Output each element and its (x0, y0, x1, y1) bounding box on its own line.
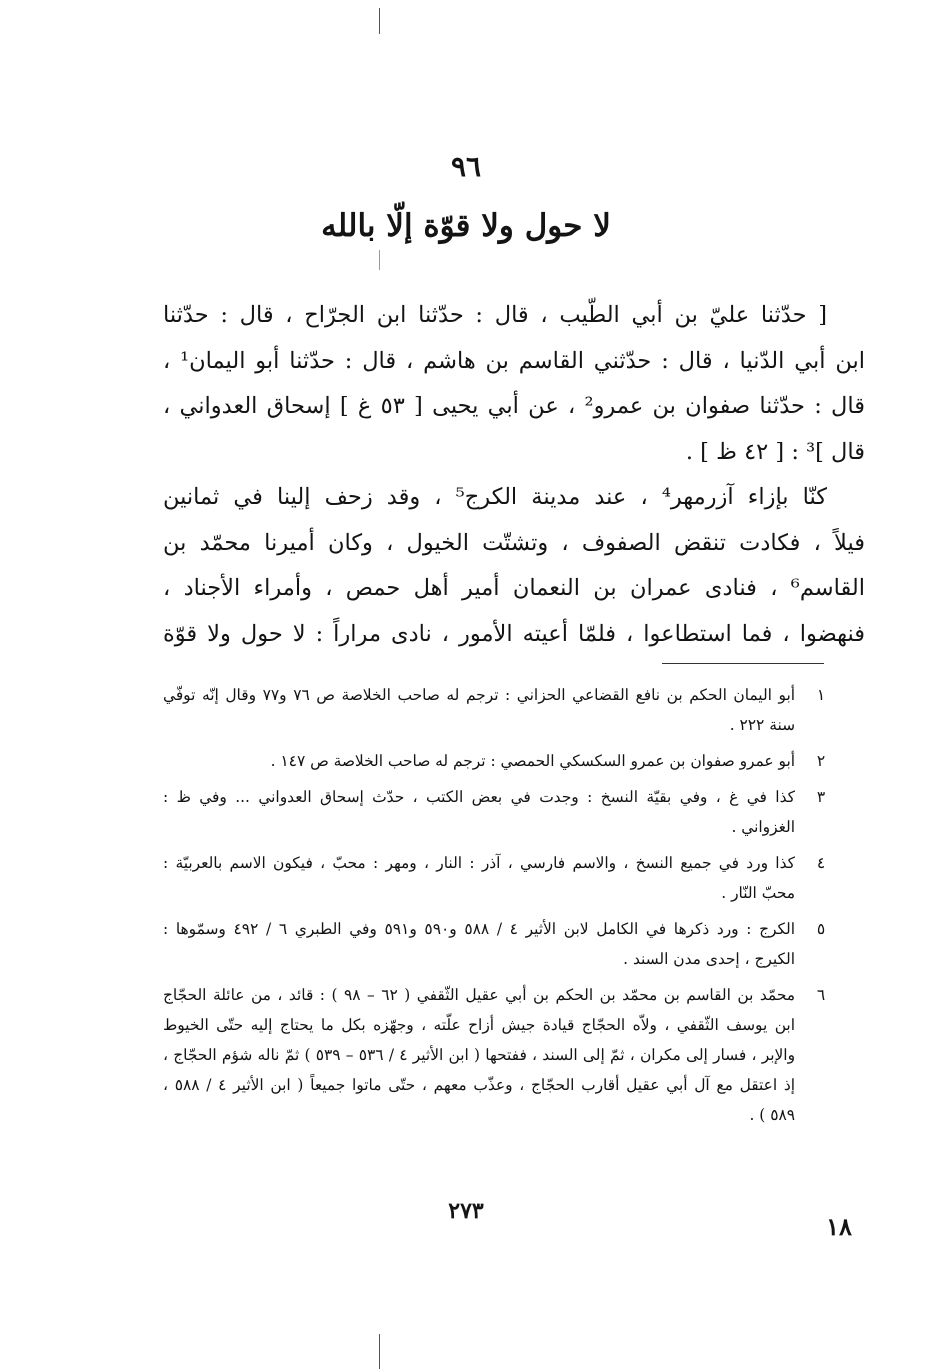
footnote-line: سنة ٢٢٢ . (729, 716, 795, 734)
footnote-5 (163, 914, 831, 974)
body-line: قال ]³ : [ ٤٢ ظ ] . (685, 438, 865, 465)
body-text (163, 293, 865, 657)
footnote-line: أبو اليمان الحكم بن نافع القضاعي الحزاني : ترجم له صاحب الخلاصة ص ٧٦ و٧٧ وقال إنّه توفّي (163, 686, 795, 704)
footnote-line: كذا ورد في جميع النسخ ، والاسم فارسي ، آذر : النار ، ومهر : محبّ ، فيكون الاسم بالعربيّة : (163, 854, 795, 872)
footnote-line: أبو عمرو صفوان بن عمرو السكسكي الحمصي : ترجم له صاحب الخلاصة ص ١٤٧ . (270, 752, 795, 770)
footnote-1 (163, 680, 831, 740)
footnote-line: والإبر ، فسار إلى مكران ، ثمّ إلى السند ، ففتحها ( ابن الأثير ٤ / ٥٣٦ – ٥٣٩ ) ثمّ ناله شؤم الحجّاج ، (163, 1046, 795, 1064)
page-number: ٢٧٣ (448, 1198, 484, 1224)
footnote-line: الكيرج ، إحدى مدن السند . (623, 950, 795, 968)
footnote-line: إذ اعتقل مع آل أبي عقيل أقارب الحجّاج ، وعذّب معهم ، حتّى ماتوا جميعاً ( ابن الأثير ٤ / ٥٨٨ ، (163, 1076, 795, 1094)
footnote-number: ٤ (816, 854, 826, 872)
gutter-line-mid (379, 250, 380, 270)
body-line: فنهضوا ، فما استطاعوا ، فلمّا أعيته الأمور ، نادى مراراً : لا حول ولا قوّة (163, 620, 865, 647)
gutter-line-top (379, 8, 380, 34)
page-title: لا حول ولا قوّة إلّا بالله (321, 208, 611, 244)
body-line: ابن أبي الدّنيا ، قال : حدّثني القاسم بن هاشم ، قال : حدّثنا أبو اليمان¹ ، (163, 347, 865, 374)
footnote-number: ٦ (816, 986, 826, 1004)
footnote-number: ١ (816, 686, 826, 704)
footnote-line: ابن يوسف الثّقفي ، ولاّه الحجّاج قيادة جيش أزاح علّته ، وجهّزه بكل ما يحتاج إليه حتّى الخيوط (163, 1016, 795, 1034)
footnote-separator (662, 663, 824, 664)
footnote-6 (163, 980, 831, 1130)
footnote-2 (163, 746, 831, 776)
footnote-number: ٥ (816, 920, 826, 938)
footnote-line: محمّد بن القاسم بن محمّد بن الحكم بن أبي عقيل الثّقفي ( ٦٢ – ٩٨ ) : قائد ، من عائلة الحجّاج (163, 986, 795, 1004)
footnote-line: الغزواني . (731, 818, 795, 836)
gutter-line-bottom (379, 1334, 380, 1369)
footnote-4 (163, 848, 831, 908)
body-line: قال : حدّثنا صفوان بن عمرو² ، عن أبي يحيى [ ٥٣ غ ] إسحاق العدواني ، (163, 393, 865, 419)
footnote-number: ٢ (816, 752, 826, 770)
footnote-line: محبّ النّار . (721, 884, 795, 902)
body-line: فيلاً ، فكادت تنقض الصفوف ، وتشتّت الخيول ، وكان أميرنا محمّد بن (163, 529, 865, 556)
footnotes (163, 680, 831, 1136)
footnote-number: ٣ (816, 788, 826, 806)
body-line: [ حدّثنا عليّ بن أبي الطّيب ، قال : حدّثنا ابن الجرّاح ، قال : حدّثنا (163, 302, 827, 328)
footnote-3 (163, 782, 831, 842)
footnote-line: كذا في غ ، وفي بقيّة النسخ : وجدت في بعض الكتب ، حدّث إسحاق العدواني ... وفي ظ : (163, 788, 795, 806)
body-line: كنّا بإزاء آزرمهر⁴ ، عند مدينة الكرج⁵ ، وقد زحف إلينا في ثمانين (163, 484, 828, 510)
footnote-line: الكرج : ورد ذكرها في الكامل لابن الأثير ٤ / ٥٨٨ و٥٩٠ و٥٩١ وفي الطبري ٦ / ٤٩٢ وسمّوها : (163, 920, 795, 938)
footnote-line: ٥٨٩ ) . (749, 1106, 795, 1124)
signature-mark: ١٨ (826, 1212, 852, 1241)
section-number: ٩٦ (450, 150, 482, 183)
body-line: القاسم⁶ ، فنادى عمران بن النعمان أمير أهل حمص ، وأمراء الأجناد ، (163, 575, 865, 601)
